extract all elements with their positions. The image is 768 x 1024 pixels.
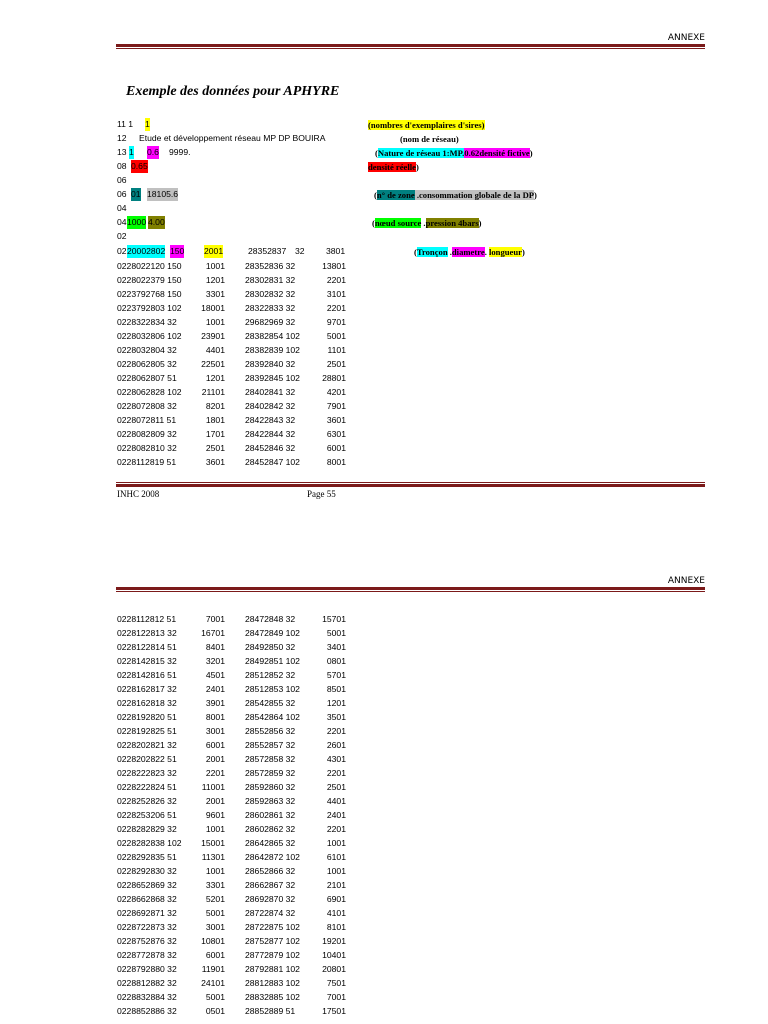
line-value: 0.6 (147, 147, 159, 157)
table-cell: 3601 (326, 415, 346, 425)
footer-left: INHC 2008 (117, 489, 160, 499)
table-cell: 4201 (326, 387, 346, 397)
table-cell: 1201 (326, 698, 346, 708)
table-cell: 28402842 32 (245, 401, 296, 411)
table-cell: 4101 (326, 908, 346, 918)
table-cell: 28592863 32 (245, 796, 296, 806)
table-cell: 0228253206 51 (117, 810, 177, 820)
table-cell: 0228062805 32 (117, 359, 177, 369)
table-cell: 19201 (322, 936, 346, 946)
table-cell: 28422843 32 (245, 415, 296, 425)
table-cell: 0228112819 51 (117, 457, 177, 467)
table-cell: 16701 (201, 628, 225, 638)
table-cell: 8401 (205, 642, 225, 652)
table-cell: 17501 (322, 1006, 346, 1016)
table-cell: 0228072808 32 (117, 401, 177, 411)
note-text: (nombres d'exemplaires d'sires) (368, 120, 485, 130)
table-cell: 28392840 32 (245, 359, 296, 369)
page-number: Page 55 (307, 489, 336, 499)
note-paren: ) (415, 162, 419, 172)
table-cell: 4301 (326, 754, 346, 764)
line-code: 13 (117, 147, 127, 157)
table-cell: 0228722873 32 (117, 922, 177, 932)
table-cell: 4501 (205, 670, 225, 680)
line-value: 150 (170, 246, 185, 256)
table-cell: 28752877 102 (245, 936, 300, 946)
table-cell: 0228292830 32 (117, 866, 177, 876)
table-cell: 1201 (205, 373, 225, 383)
table-cell: 3301 (205, 289, 225, 299)
table-cell: 3001 (205, 726, 225, 736)
table-cell: 3001 (205, 922, 225, 932)
table-cell: 0228252826 32 (117, 796, 177, 806)
table-cell: 5001 (205, 908, 225, 918)
table-cell: 28512852 32 (245, 670, 296, 680)
table-cell: 28572858 32 (245, 754, 296, 764)
table-cell: 0228752876 32 (117, 936, 177, 946)
table-cell: 0228282829 32 (117, 824, 177, 834)
line-value: 20002802 (127, 246, 166, 256)
table-cell: 28472848 32 (245, 614, 296, 624)
table-cell: 8001 (326, 457, 346, 467)
note-5 (374, 189, 537, 201)
page2-header-rule (116, 587, 705, 592)
table-cell: 2501 (205, 443, 225, 453)
table-cell: 0228792880 32 (117, 964, 177, 974)
table-cell: 28812883 102 (245, 978, 300, 988)
line-value: 1 (129, 147, 134, 157)
table-cell: 2001 (205, 796, 225, 806)
table-cell: 8001 (205, 712, 225, 722)
line-value: 0.65 (131, 161, 148, 171)
table-cell: 0223792803 102 (117, 303, 182, 313)
table-cell: 28852889 51 (245, 1006, 296, 1016)
table-cell: 8101 (326, 922, 346, 932)
note-text: 0.62densité fictive (464, 148, 530, 158)
note-paren: ( (414, 247, 417, 257)
table-cell: 3601 (205, 457, 225, 467)
table-cell: 11301 (201, 852, 225, 862)
note-3 (375, 147, 533, 159)
table-cell: 3201 (205, 656, 225, 666)
table-cell: 0228772878 32 (117, 950, 177, 960)
table-cell: 0228122814 51 (117, 642, 177, 652)
table-cell: 28662867 32 (245, 880, 296, 890)
table-cell: 28572859 32 (245, 768, 296, 778)
table-cell: 18001 (201, 303, 225, 313)
page-header-annexe: ANNEXE (667, 33, 705, 43)
table-cell: 3901 (205, 698, 225, 708)
note-sep: . (421, 218, 426, 228)
table-cell: 1701 (205, 429, 225, 439)
note-text: .consommation globale de la DP (414, 190, 535, 200)
table-cell: 1001 (326, 838, 346, 848)
note-text: pression 4bars (425, 218, 479, 228)
note-7 (414, 246, 525, 258)
table-cell: 3101 (326, 289, 346, 299)
table-cell: 2201 (326, 726, 346, 736)
table-cell: 2501 (326, 359, 346, 369)
table-cell: 0228692871 32 (117, 908, 177, 918)
table-cell: 0501 (205, 1006, 225, 1016)
table-cell: 28322833 32 (245, 303, 296, 313)
table-cell: 2401 (326, 810, 346, 820)
table-cell: 5201 (205, 894, 225, 904)
table-cell: 3401 (326, 642, 346, 652)
table-cell: 28542855 32 (245, 698, 296, 708)
table-cell: 28352836 32 (245, 261, 296, 271)
table-cell: 2101 (326, 880, 346, 890)
table-cell: 0228062828 102 (117, 387, 182, 397)
table-cell: 1201 (205, 275, 225, 285)
table-cell: 6901 (326, 894, 346, 904)
note-paren: ) (521, 247, 525, 257)
line-code: 06 (117, 175, 127, 185)
table-cell: 2201 (326, 768, 346, 778)
table-cell: 0228852886 32 (117, 1006, 177, 1016)
table-cell: 28392845 102 (245, 373, 300, 383)
line-value: 4.00 (148, 217, 165, 227)
line-value: 3801 (326, 246, 346, 256)
table-cell: 0223792768 150 (117, 289, 182, 299)
table-cell: 2201 (326, 275, 346, 285)
table-cell: 28542864 102 (245, 712, 300, 722)
line-code: 04 (117, 203, 127, 213)
note-4 (368, 161, 419, 173)
line-value: 9999. (169, 147, 191, 157)
table-cell: 6001 (205, 950, 225, 960)
note-paren: ) (478, 218, 482, 228)
table-cell: 0228292835 51 (117, 852, 177, 862)
table-cell: 3301 (205, 880, 225, 890)
table-cell: 2001 (205, 754, 225, 764)
note-6 (372, 217, 482, 229)
table-cell: 0228652869 32 (117, 880, 177, 890)
table-cell: 0228112812 51 (117, 614, 177, 624)
table-cell: 0228022120 150 (117, 261, 182, 271)
table-cell: 28552856 32 (245, 726, 296, 736)
table-cell: 0228032804 32 (117, 345, 177, 355)
note-text: densité réelle (368, 162, 416, 172)
table-cell: 2501 (326, 782, 346, 792)
table-cell: 0228142816 51 (117, 670, 177, 680)
note-1 (368, 119, 485, 131)
table-cell: 1101 (327, 345, 346, 355)
table-cell: 8201 (205, 401, 225, 411)
table-cell: 28382854 102 (245, 331, 300, 341)
table-cell: 28452847 102 (245, 457, 300, 467)
table-cell: 28422844 32 (245, 429, 296, 439)
table-cell: 0228142815 32 (117, 656, 177, 666)
table-cell: 15001 (201, 838, 225, 848)
note-text: Nature de réseau 1:MP. (377, 148, 465, 158)
table-cell: 24101 (201, 978, 225, 988)
note-text: Tronçon (416, 247, 448, 257)
note-text: nœud source (374, 218, 422, 228)
table-cell: 28302832 32 (245, 289, 296, 299)
table-cell: 1001 (205, 261, 225, 271)
table-cell: 8501 (326, 684, 346, 694)
table-cell: 28512853 102 (245, 684, 300, 694)
table-cell: 28302831 32 (245, 275, 296, 285)
note-paren: ( (374, 190, 377, 200)
table-cell: 0228032806 102 (117, 331, 182, 341)
table-cell: 1001 (205, 317, 225, 327)
table-cell: 9601 (205, 810, 225, 820)
table-cell: 4401 (205, 345, 225, 355)
table-cell: 13801 (322, 261, 346, 271)
table-cell: 2201 (205, 768, 225, 778)
table-cell: 7501 (326, 978, 346, 988)
line-value: 28352837 (248, 246, 287, 256)
line-code: 02 (117, 246, 127, 256)
table-cell: 0228832884 32 (117, 992, 177, 1002)
table-cell: 28382839 102 (245, 345, 300, 355)
table-cell: 0228082810 32 (117, 443, 177, 453)
table-cell: 0228072811 51 (117, 415, 177, 425)
table-cell: 7001 (326, 992, 346, 1002)
line-code: 02 (117, 231, 127, 241)
table-cell: 20801 (322, 964, 346, 974)
network-name: Etude et développement réseau MP DP BOUIRA (139, 133, 326, 143)
page2-header-annexe: ANNEXE (667, 576, 705, 586)
table-cell: 28642872 102 (245, 852, 300, 862)
table-cell: 2201 (326, 824, 346, 834)
line-value: 18105.6 (147, 189, 179, 199)
table-cell: 0228192825 51 (117, 726, 177, 736)
table-cell: 7901 (326, 401, 346, 411)
table-cell: 0228062807 51 (117, 373, 177, 383)
table-cell: 7001 (205, 614, 225, 624)
table-cell: 28492851 102 (245, 656, 300, 666)
table-cell: 0228222824 51 (117, 782, 177, 792)
table-cell: 10801 (201, 936, 225, 946)
table-cell: 28652866 32 (245, 866, 296, 876)
footer-rule (116, 482, 705, 487)
table-cell: 0228202822 51 (117, 754, 177, 764)
table-cell: 6101 (326, 852, 346, 862)
table-cell: 10401 (322, 950, 346, 960)
table-cell: 4401 (326, 796, 346, 806)
table-cell: 15701 (322, 614, 346, 624)
table-cell: 28792881 102 (245, 964, 300, 974)
table-cell: 0228282838 102 (117, 838, 182, 848)
table-cell: 0228192820 51 (117, 712, 177, 722)
table-cell: 1001 (205, 824, 225, 834)
table-cell: 22501 (201, 359, 225, 369)
line-code: 12 (117, 133, 127, 143)
table-cell: 28602861 32 (245, 810, 296, 820)
table-cell: 1801 (205, 415, 225, 425)
table-cell: 1001 (205, 866, 225, 876)
table-cell: 5001 (326, 628, 346, 638)
note-paren: ( (375, 148, 378, 158)
note-2 (400, 133, 459, 145)
table-cell: 5701 (326, 670, 346, 680)
note-text: (nom de réseau) (400, 134, 459, 144)
table-cell: 21101 (201, 387, 225, 397)
table-cell: 28772879 102 (245, 950, 300, 960)
table-cell: 28832885 102 (245, 992, 300, 1002)
table-cell: 3501 (326, 712, 346, 722)
table-cell: 28592860 32 (245, 782, 296, 792)
table-cell: 2401 (205, 684, 225, 694)
table-cell: 28722874 32 (245, 908, 296, 918)
line-value: 1 (145, 119, 150, 129)
table-cell: 28402841 32 (245, 387, 296, 397)
table-cell: 6301 (326, 429, 346, 439)
table-cell: 2201 (326, 303, 346, 313)
table-cell: 23901 (201, 331, 225, 341)
table-cell: 28452846 32 (245, 443, 296, 453)
note-paren: ( (372, 218, 375, 228)
table-cell: 0228222823 32 (117, 768, 177, 778)
table-cell: 0228662868 32 (117, 894, 177, 904)
table-cell: 29682969 32 (245, 317, 296, 327)
table-cell: 0228162818 32 (117, 698, 177, 708)
line-code: 04 (117, 217, 127, 227)
note-text: n° de zone (376, 190, 415, 200)
note-paren: ) (529, 148, 533, 158)
line-value: 2001 (204, 246, 224, 256)
table-cell: 0228022379 150 (117, 275, 182, 285)
table-cell: 6001 (326, 443, 346, 453)
table-cell: 2601 (326, 740, 346, 750)
line-code: 08 (117, 161, 127, 171)
table-cell: 28472849 102 (245, 628, 300, 638)
table-cell: 28722875 102 (245, 922, 300, 932)
table-cell: 0228812882 32 (117, 978, 177, 988)
line-code: 06 (117, 189, 127, 199)
note-sep: . (484, 247, 489, 257)
line-value: 01 (131, 189, 141, 199)
line-code: 11 1 (117, 119, 134, 129)
header-rule (116, 44, 705, 49)
table-cell: 28801 (322, 373, 346, 383)
table-cell: 0228162817 32 (117, 684, 177, 694)
table-cell: 9701 (326, 317, 346, 327)
table-cell: 11901 (201, 964, 225, 974)
table-cell: 0228122813 32 (117, 628, 177, 638)
line-value: 1000 (127, 217, 147, 227)
table-cell: 1001 (326, 866, 346, 876)
table-cell: 28552857 32 (245, 740, 296, 750)
page-title: Exemple des données pour APHYRE (126, 84, 340, 99)
note-sep: . (447, 247, 452, 257)
table-cell: 5001 (205, 992, 225, 1002)
table-cell: 28492850 32 (245, 642, 296, 652)
note-paren: ) (534, 190, 537, 200)
table-cell: 28692870 32 (245, 894, 296, 904)
note-text: diametre (451, 247, 485, 257)
line-value: 32 (295, 246, 305, 256)
table-cell: 11001 (201, 782, 225, 792)
table-cell: 0801 (326, 656, 346, 666)
table-cell: 0228202821 32 (117, 740, 177, 750)
table-cell: 28602862 32 (245, 824, 296, 834)
table-cell: 0228322834 32 (117, 317, 177, 327)
table-cell: 6001 (205, 740, 225, 750)
note-text: longueur (488, 247, 522, 257)
table-cell: 28642865 32 (245, 838, 296, 848)
table-cell: 5001 (326, 331, 346, 341)
table-cell: 0228082809 32 (117, 429, 177, 439)
